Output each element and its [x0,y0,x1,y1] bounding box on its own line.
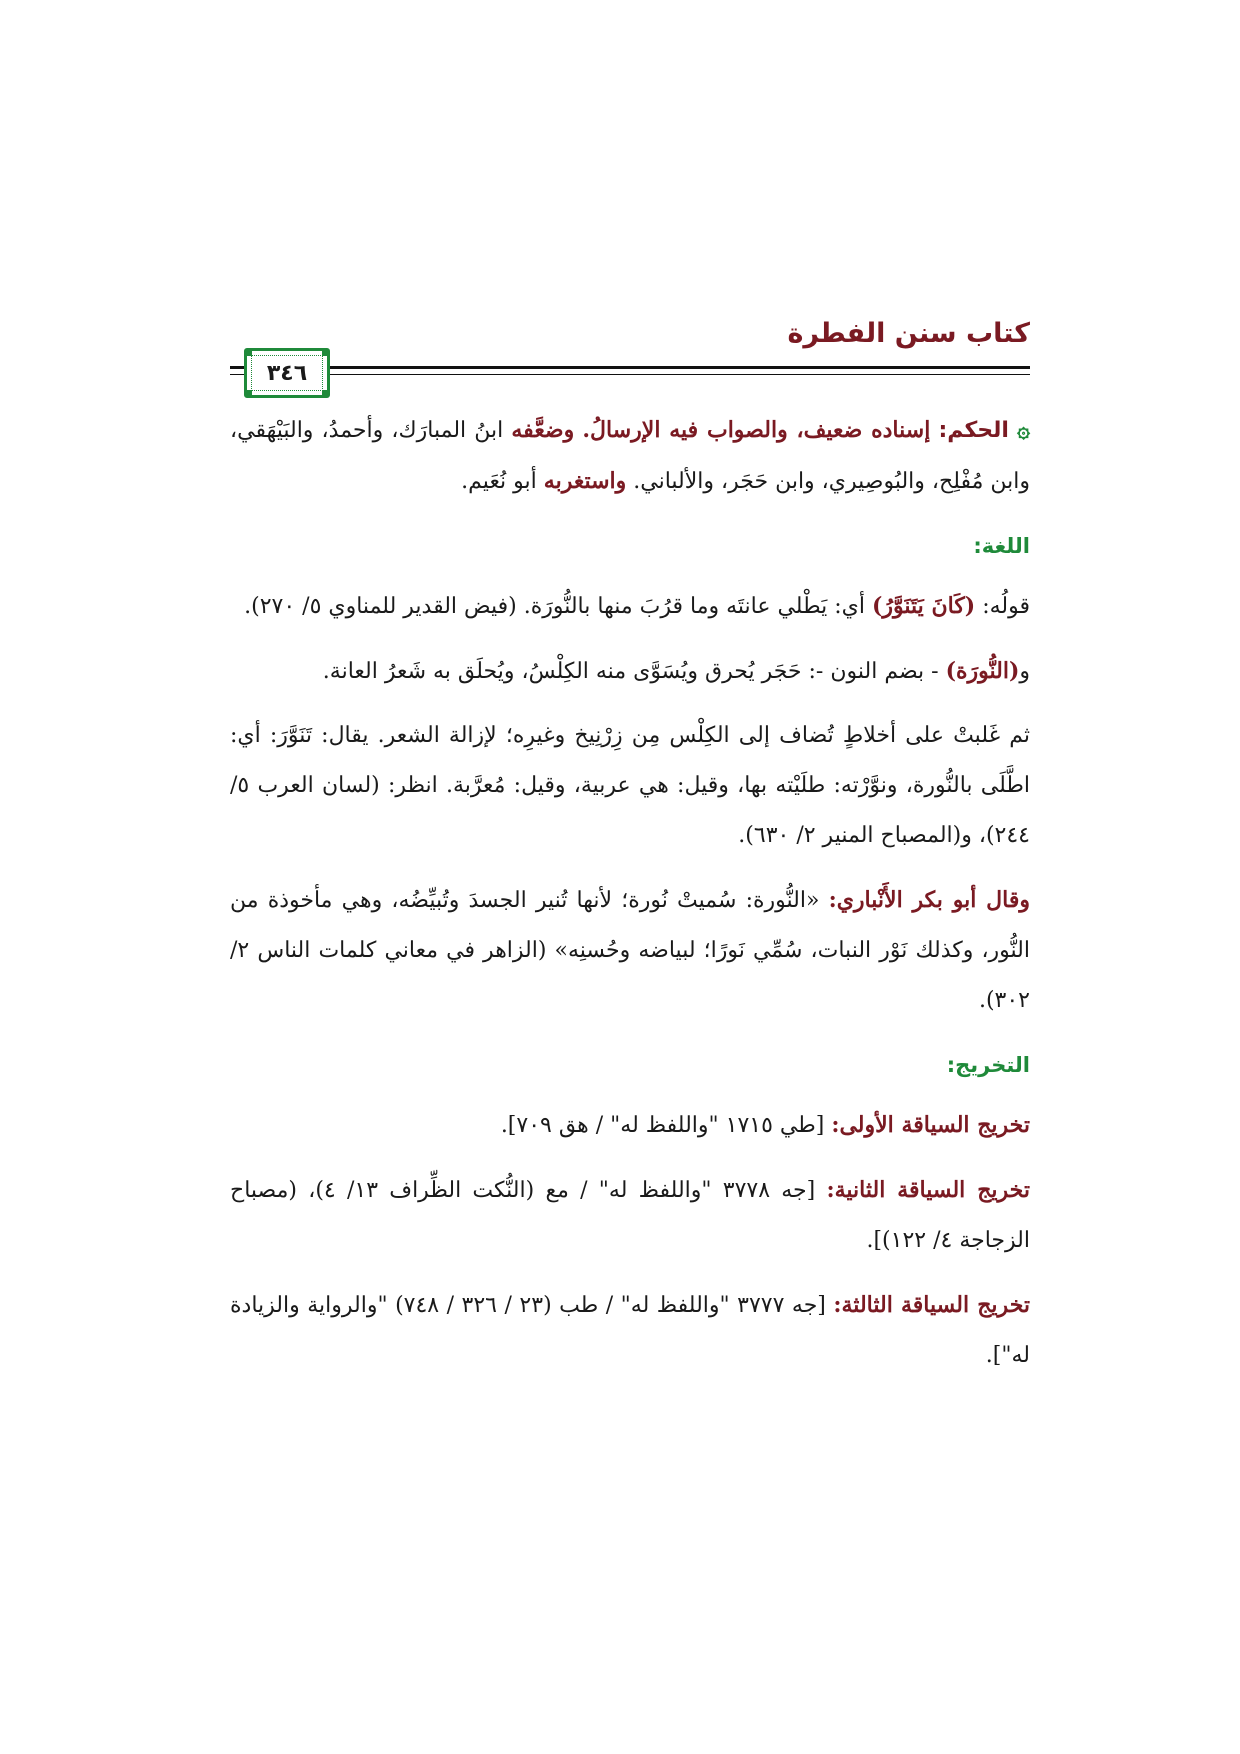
page-body [230,405,1030,1395]
takhrij-text: [طي ١٧١٥ "واللفظ له" / هق ٧٠٩]. [500,1113,832,1138]
language-paragraph-2 [230,646,1030,697]
text: - بضم النون -: حَجَر يُحرق ويُسَوَّى منه الكِلْسُ، ويُحلَق به شَعرُ العانة. [322,659,946,684]
ruling-paragraph [230,405,1030,507]
page-number: ٣٤٦ [266,360,308,386]
quote-text: «النُّورة: سُميتْ نُورة؛ لأنها تُنير الجسدَ وتُبيِّضُه، وهي مأخوذة من النُّور، وكذلك نَوْر النبات، سُمِّي نَورًا؛ لبياضه وحُسنِه» (الزاهر في معاني كلمات الناس ٢/ ٣٠٢). [230,888,1030,1013]
takhrij-label: تخريج السياقة الثالثة: [833,1292,1031,1318]
badge-frame [251,355,323,391]
rare-text: أبو نُعَيم. [461,469,537,494]
text: أي: يَطْلي عانتَه وما قرُبَ منها بالنُّورَة. (فيض القدير للمناوي ٥/ ٢٧٠). [244,594,872,619]
ruling-verdict: إسناده ضعيف، والصواب فيه الإرسالُ. [582,417,931,443]
page-header [230,318,1030,398]
book-title: كتاب سنن الفطرة [787,318,1030,349]
header-rule-thin [230,374,1030,375]
language-paragraph-1 [230,581,1030,632]
takhrij-text: [جه ٣٧٧٨ "واللفظ له" / مع (النُّكت الظِّراف ١٣/ ٤)، (مصباح الزجاجة ٤/ ١٢٢)]. [230,1178,1030,1253]
takhrij-text: [جه ٣٧٧٧ "واللفظ له" / طب (٢٣ / ٣٢٦ / ٧٤٨) "والرواية والزيادة له"]. [230,1293,1030,1368]
takhrij-label: تخريج السياقة الثانية: [826,1177,1030,1203]
language-heading: اللغة: [973,534,1030,558]
text: و [1019,659,1030,684]
takhrij-second [230,1165,1030,1266]
header-rule [230,366,1030,369]
quote-author-label: وقال أبو بكر الأَنْباري: [828,887,1031,913]
language-paragraph-3: ثم غَلبتْ على أخلاطٍ تُضاف إلى الكِلْس مِن زِرْنِيخ وغيرِه؛ لإزالة الشعر. يقال: تَنَوَّرَ: أي: اطَّلَى بالنُّورة، ونوَّرْته: طلَيْته بها، وقيل: هي عربية، وقيل: مُعرَّبة. انظر: (لسان العرب ٥/ ٢٤٤)، و(المصباح المنير ٢/ ٦٣٠). [230,723,1030,848]
ornament-icon: ۞ [1017,417,1030,443]
ruling-label: الحكم: [938,418,1009,443]
weakened-by-label: وضعَّفه [511,417,575,443]
rare-label: واستغربه [543,468,627,494]
page-number-badge [244,348,330,398]
takhrij-heading: التخريج: [946,1053,1030,1077]
term: (النُّورَة) [945,658,1020,684]
weakened-by-text: ابنُ المبارَك، وأحمدُ، والبَيْهَقي، وابن مُفْلِح، والبُوصِيري، وابن حَجَر، والألباني. [230,418,1030,494]
text: قولُه: [975,594,1030,619]
takhrij-first [230,1100,1030,1151]
anbari-quote-paragraph [230,875,1030,1026]
takhrij-third [230,1280,1030,1381]
takhrij-label: تخريج السياقة الأولى: [831,1112,1030,1138]
term: (كَانَ يَتَنَوَّرُ) [872,593,976,619]
